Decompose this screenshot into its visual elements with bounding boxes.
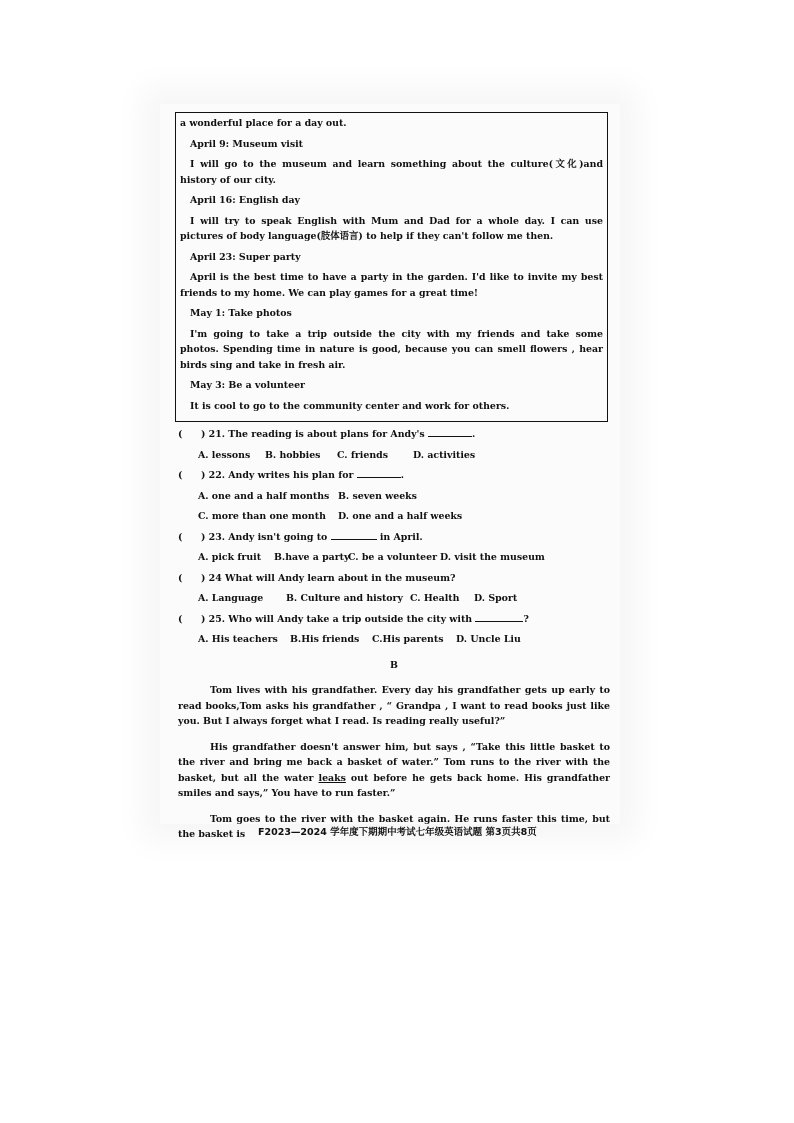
options-23: [198, 550, 610, 566]
section-b-label: B: [390, 659, 398, 671]
entry-text: It is cool to go to the community center and work for others.: [190, 400, 510, 412]
answer-paren-open: (: [178, 572, 183, 584]
exam-page: [178, 112, 610, 843]
option[interactable]: A. lessons: [198, 449, 251, 461]
passage-paragraph: Tom goes to the river with the basket again. He runs faster this time, but the basket is: [178, 813, 610, 840]
answer-blank[interactable]: [428, 427, 472, 437]
option[interactable]: A. pick fruit: [198, 552, 262, 563]
passage-intro: a wonderful place for a day out.: [180, 118, 347, 129]
options-22b: [198, 509, 610, 525]
question-stem: 25. Who will Andy take a trip outside the city with: [208, 613, 473, 625]
answer-paren-close: ): [200, 470, 206, 481]
question-21: [178, 427, 610, 443]
option[interactable]: D. Uncle Liu: [456, 634, 521, 645]
answer-paren-open: (: [178, 613, 183, 625]
option[interactable]: B.His friends: [290, 634, 360, 645]
options-22: [198, 489, 610, 505]
question-stem: 22. Andy writes his plan for: [208, 470, 354, 481]
option[interactable]: C. friends: [337, 449, 388, 461]
entry-heading: May 1: Take photos: [190, 308, 292, 319]
paragraph-text: His grandfather doesn't answer him, but says , “Take this little basket to the river and bring me back a basket of water.” Tom runs to the river with the basket, but all the water: [178, 741, 610, 784]
entry-heading: May 3: Be a volunteer: [190, 380, 305, 391]
option[interactable]: D. activities: [413, 449, 476, 461]
answer-paren-close: ): [200, 613, 206, 625]
question-stem: 24 What will Andy learn about in the museum?: [208, 572, 456, 584]
option[interactable]: B.have a party: [274, 552, 350, 563]
question-23: [178, 530, 610, 546]
entry-heading: April 16: English day: [190, 195, 301, 206]
question-stem: 21. The reading is about plans for Andy's: [208, 429, 425, 440]
paragraph-text: out before he gets back home. His grandfather smiles and says,” You have to run faster.”: [178, 772, 610, 799]
answer-paren-open: (: [178, 531, 183, 543]
entry-text: I'm going to take a trip outside the city with my friends and take some photos. Spending time in nature is good, because you can smell flowers , hear birds sing and take in fresh air.: [180, 328, 603, 371]
options-25: [198, 632, 610, 648]
entry-text: April is the best time to have a party in the garden. I'd like to invite my best friends to my home. We can play games for a great time!: [180, 272, 603, 299]
answer-paren-close: ): [200, 572, 206, 584]
option[interactable]: C.His parents: [372, 634, 444, 645]
option[interactable]: B. hobbies: [265, 449, 321, 461]
answer-blank[interactable]: [357, 468, 401, 478]
answer-paren-close: ): [200, 531, 206, 543]
option[interactable]: D. visit the museum: [440, 552, 545, 563]
question-stem-end: in April.: [379, 531, 423, 543]
answer-paren-open: (: [178, 470, 183, 481]
question-stem-end: .: [400, 470, 404, 481]
page-footer: F2023—2024 学年度下期期中考试七年级英语试题 第3页共8页: [258, 827, 537, 838]
option[interactable]: C. Health: [410, 593, 460, 604]
question-stem-end: .: [471, 429, 476, 440]
entry-text: I will go to the museum and learn something about the culture(文化)and history of our city.: [180, 159, 603, 186]
answer-paren-close: ): [200, 429, 206, 440]
answer-paren-open: (: [178, 429, 183, 440]
answer-blank[interactable]: [331, 530, 377, 540]
answer-blank[interactable]: [475, 612, 523, 622]
option[interactable]: C. more than one month: [198, 511, 326, 522]
question-stem: 23. Andy isn't going to: [208, 531, 328, 543]
options-24: [198, 591, 610, 607]
underlined-word: leaks: [318, 772, 346, 784]
option[interactable]: B. Culture and history: [286, 593, 403, 604]
option[interactable]: D. one and a half weeks: [338, 511, 463, 522]
option[interactable]: C. be a volunteer: [348, 552, 438, 563]
entry-text: I will try to speak English with Mum and Dad for a whole day. I can use pictures of body language(肢体语言) to help if they can't follow me then.: [180, 215, 603, 242]
question-25: [178, 612, 610, 628]
entry-heading: April 23: Super party: [190, 251, 301, 263]
option[interactable]: B. seven weeks: [338, 490, 417, 502]
entry-heading: April 9: Museum visit: [190, 138, 304, 150]
option[interactable]: A. Language: [198, 593, 264, 604]
option[interactable]: A. His teachers: [198, 634, 278, 645]
question-22: [178, 468, 610, 484]
passage-paragraph: [178, 740, 610, 802]
question-24: [178, 571, 610, 587]
options-21: [198, 448, 610, 464]
option[interactable]: D. Sport: [474, 593, 518, 604]
reading-passage-box: [175, 112, 608, 422]
question-stem-end: ?: [523, 613, 529, 625]
option[interactable]: A. one and a half months: [198, 490, 330, 502]
passage-paragraph: Tom lives with his grandfather. Every day his grandfather gets up early to read books,Tom asks his grandfather , “ Grandpa , I want to read books just like you. But I always forget what I read. Is reading really useful?”: [178, 685, 610, 727]
